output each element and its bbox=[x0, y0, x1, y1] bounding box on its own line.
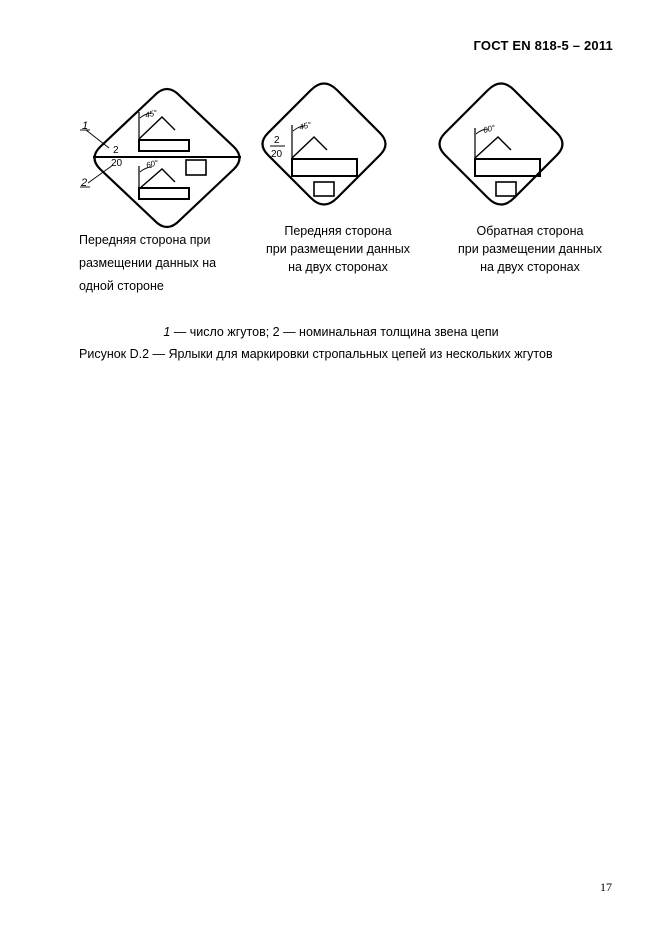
tag1-angle-bottom: 60° bbox=[145, 158, 160, 170]
caption-tag3: Обратная сторона при размещении данных на двух сторонах bbox=[458, 224, 602, 274]
tag2-arm bbox=[292, 137, 327, 158]
tag2-outline bbox=[263, 84, 386, 205]
figure-title: Рисунок D.2 — Ярлыки для маркировки стропальных цепей из нескольких жгутов bbox=[79, 347, 553, 361]
callout-1: 1 bbox=[82, 120, 89, 132]
page-number: 17 bbox=[600, 880, 612, 894]
tag1-value-top: 2 bbox=[113, 145, 119, 156]
tag3-angle: 60° bbox=[482, 123, 497, 135]
tag2-small-box bbox=[314, 182, 334, 196]
tag2-bar bbox=[292, 159, 357, 176]
tag2-fraction-den: 20 bbox=[271, 149, 283, 160]
callout-line-1 bbox=[86, 130, 109, 148]
tag3-small-box bbox=[496, 182, 516, 196]
tag2-fraction-num: 2 bbox=[274, 135, 280, 146]
tag-single-side bbox=[80, 89, 241, 227]
tag1-upper-bar bbox=[139, 140, 189, 151]
document-header: ГОСТ EN 818-5 – 2011 bbox=[473, 38, 613, 53]
figure-legend bbox=[0, 325, 662, 339]
callout-2: 2 bbox=[81, 177, 88, 189]
tag1-small-box bbox=[186, 160, 206, 175]
tag3-arm bbox=[475, 137, 511, 158]
caption-tag2: Передняя сторона при размещении данных на двух сторонах bbox=[266, 224, 410, 274]
tag1-lower-bar bbox=[139, 188, 189, 199]
tag-front-two-sides bbox=[263, 84, 386, 205]
legend-text: — число жгутов; 2 — номинальная толщина звена цепи bbox=[170, 325, 499, 339]
tag-back-two-sides bbox=[440, 84, 563, 205]
tag1-upper-arm bbox=[139, 117, 175, 139]
caption-tag1: Передняя сторона при размещении данных на одной стороне bbox=[79, 233, 217, 293]
tag2-angle: 45° bbox=[298, 120, 313, 132]
tag3-bar bbox=[475, 159, 540, 176]
legend-num-1: 1 bbox=[163, 325, 171, 339]
tag3-outline bbox=[440, 84, 563, 205]
tag1-lower-arm bbox=[139, 169, 175, 189]
callout-line-2 bbox=[88, 165, 113, 183]
tag1-value-bottom: 20 bbox=[111, 158, 123, 169]
tag1-angle-top: 45° bbox=[144, 108, 159, 120]
